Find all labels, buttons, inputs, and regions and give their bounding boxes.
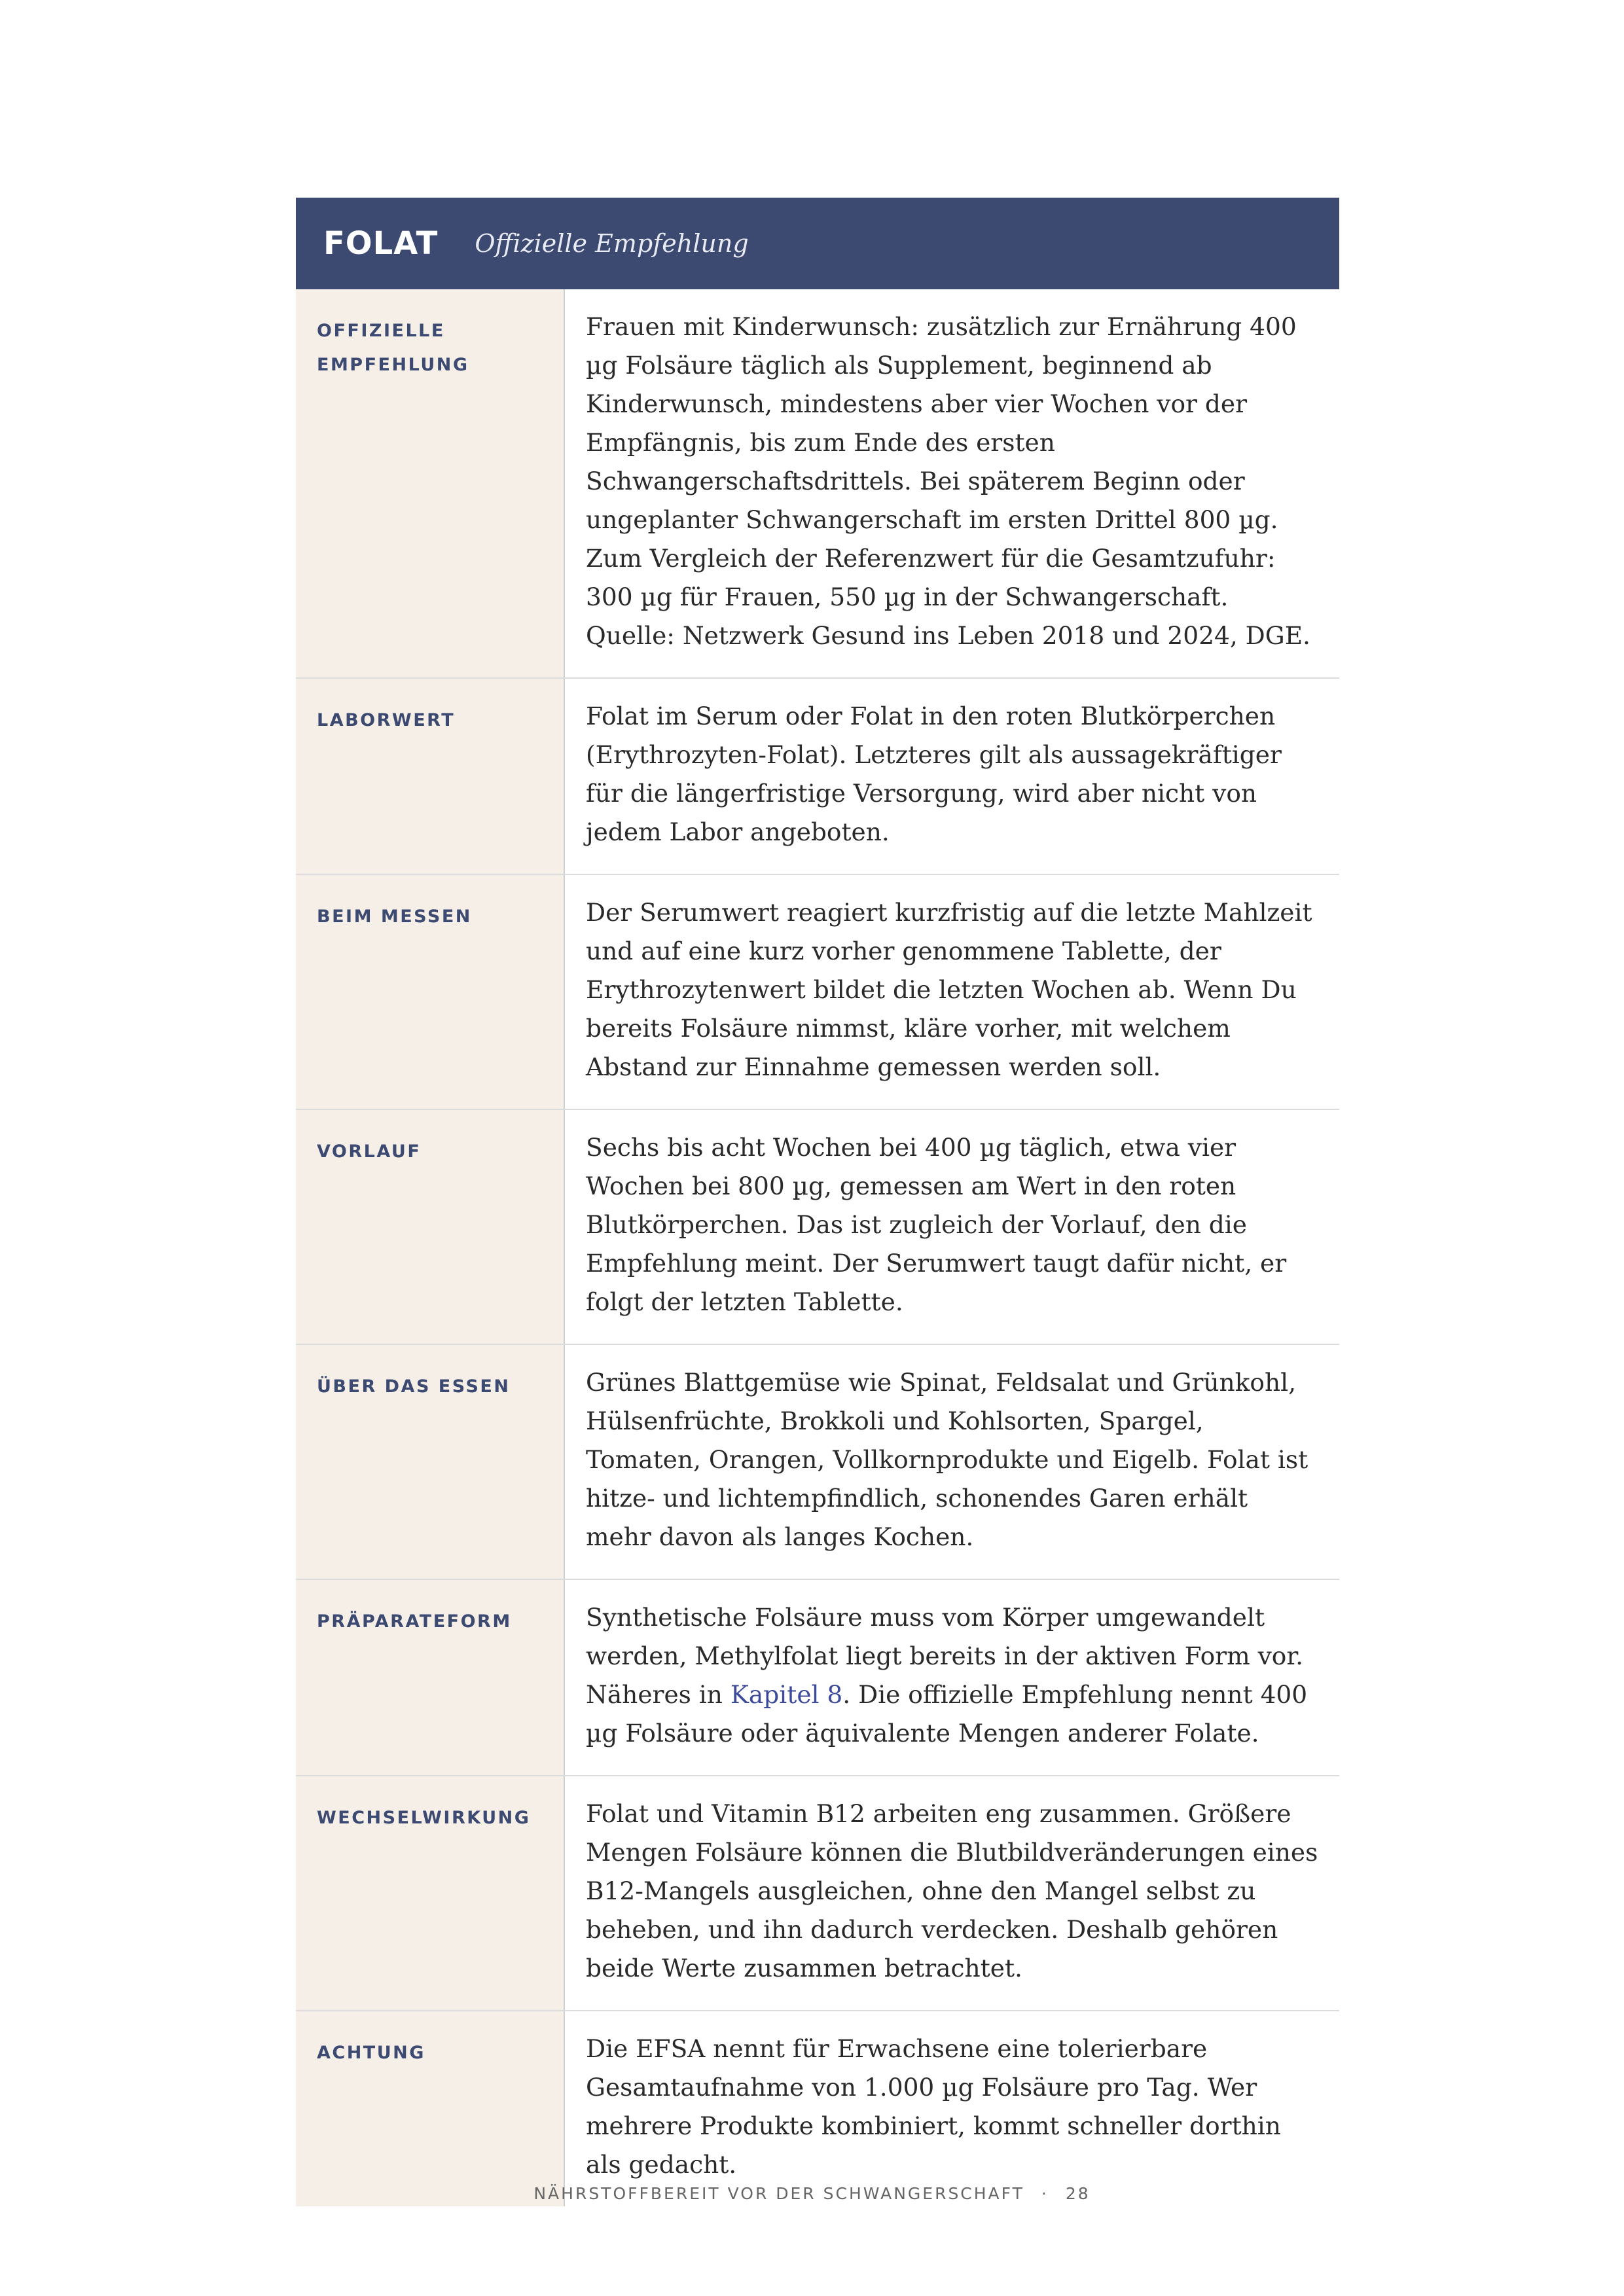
row-label: VORLAUF: [317, 1141, 422, 1162]
card-subtitle: Offizielle Empfehlung: [475, 229, 749, 258]
row-laborwert: [296, 679, 1339, 875]
row-label-cell: [296, 1110, 565, 1344]
row-text: Frauen mit Kinderwunsch: zusätzlich zur Ernährung 400 µg Folsäure täglich als Supplement, beginnend ab Kinderwunsch, mindestens aber vier Wochen vor der Empfängnis, bis zum Ende des ersten Schwangerschaftsdrittels. Bei späterem Beginn oder ungeplanter Schwangerschaft im ersten Drittel 800 µg. Zum Vergleich der Referenzwert für die Gesamtzufuhr: 300 µg für Frauen, 550 µg in der Schwangerschaft. Quelle: Netzwerk Gesund ins Leben 2018 und 2024, DGE.: [586, 312, 1310, 650]
row-vorlauf: [296, 1110, 1339, 1345]
row-wechselwirkung: [296, 1776, 1339, 2011]
row-label-cell: [296, 1345, 565, 1579]
row-label-cell: [296, 289, 565, 677]
row-label: OFFIZIELLE EMPFEHLUNG: [317, 321, 469, 375]
row-offizielle-empfehlung: [296, 289, 1339, 679]
page-footer: [0, 2184, 1624, 2203]
row-label-cell: [296, 679, 565, 874]
footer-section: NÄHRSTOFFBEREIT VOR DER SCHWANGERSCHAFT: [533, 2184, 1024, 2203]
row-text: Der Serumwert reagiert kurzfristig auf die letzte Mahlzeit und auf eine kurz vorher genommene Tablette, der Erythrozytenwert bildet die letzten Wochen ab. Wenn Du bereits Folsäure nimmst, kläre vorher, mit welchem Abstand zur Einnahme gemessen werden soll.: [586, 898, 1312, 1081]
card-title: FOLAT: [323, 225, 439, 262]
row-text-before: Synthetische Folsäure muss vom Körper umgewandelt werden, Methylfolat liegt bereits in der aktiven Form vor. Näheres in: [586, 1603, 1304, 1709]
row-label: PRÄPARATEFORM: [317, 1611, 512, 1632]
row-praeparateform: [296, 1580, 1339, 1776]
row-text: Grünes Blattgemüse wie Spinat, Feldsalat und Grünkohl, Hülsenfrüchte, Brokkoli und Kohlsorten, Spargel, Tomaten, Orangen, Vollkornprodukte und Eigelb. Folat ist hitze- und lichtempfindlich, schonendes Garen erhält mehr davon als langes Kochen.: [586, 1368, 1308, 1551]
row-label: WECHSELWIRKUNG: [317, 1808, 531, 1828]
row-text-after: . Die offizielle Empfehlung nennt 400 µg Folsäure oder äquivalente Mengen anderer Folate.: [586, 1680, 1308, 1748]
row-label: BEIM MESSEN: [317, 906, 472, 927]
row-label: ÜBER DAS ESSEN: [317, 1376, 511, 1397]
row-ueber-das-essen: [296, 1345, 1339, 1580]
nutrient-card: [296, 198, 1339, 2206]
row-text: Die EFSA nennt für Erwachsene eine tolerierbare Gesamtaufnahme von 1.000 µg Folsäure pro Tag. Wer mehrere Produkte kombiniert, kommt schneller dorthin als gedacht.: [586, 2034, 1281, 2179]
page-number: 28: [1065, 2184, 1091, 2203]
footer-separator: ·: [1041, 2184, 1049, 2203]
row-achtung: [296, 2011, 1339, 2206]
chapter-link[interactable]: Kapitel 8: [730, 1680, 843, 1709]
row-text: Folat und Vitamin B12 arbeiten eng zusammen. Größere Mengen Folsäure können die Blutbildveränderungen eines B12-Mangels ausgleichen, ohne den Mangel selbst zu beheben, und ihn dadurch verdecken. Deshalb gehören beide Werte zusammen betrachtet.: [586, 1799, 1318, 1982]
row-text: Folat im Serum oder Folat in den roten Blutkörperchen (Erythrozyten-Folat). Letzteres gilt als aussagekräftiger für die längerfristige Versorgung, wird aber nicht von jedem Labor angeboten.: [586, 702, 1282, 846]
row-text: Sechs bis acht Wochen bei 400 µg täglich, etwa vier Wochen bei 800 µg, gemessen am Wert in den roten Blutkörperchen. Das ist zugleich der Vorlauf, den die Empfehlung meint. Der Serumwert taugt dafür nicht, er folgt der letzten Tablette.: [586, 1133, 1287, 1316]
row-label-cell: [296, 875, 565, 1109]
row-label-cell: [296, 2011, 565, 2206]
row-label: LABORWERT: [317, 710, 456, 730]
row-beim-messen: [296, 875, 1339, 1110]
row-label-cell: [296, 1776, 565, 2010]
row-label: ACHTUNG: [317, 2043, 425, 2063]
card-header: [296, 198, 1339, 289]
row-label-cell: [296, 1580, 565, 1775]
row-text: [565, 1580, 1339, 1775]
